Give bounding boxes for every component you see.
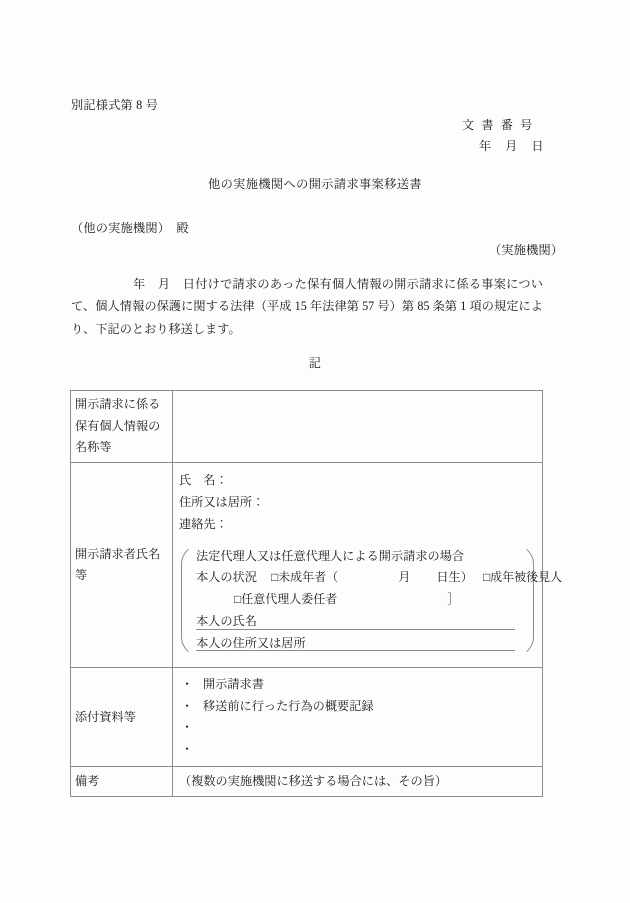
- applicant-field-contact[interactable]: 連絡先：: [179, 516, 228, 531]
- document-date-label: 年月日: [479, 139, 558, 153]
- principal-address-row[interactable]: [196, 633, 515, 655]
- addressee-line: （他の実施機関） 殿: [71, 221, 189, 235]
- applicant-field-name[interactable]: 氏 名：: [179, 472, 228, 487]
- row-label-remarks: 備考: [75, 774, 100, 789]
- bullet-icon: ・: [181, 741, 194, 756]
- remarks-value[interactable]: （複数の実施機関に移送する場合には、その旨）: [179, 774, 448, 789]
- checkbox-voluntary-agent[interactable]: □任意代理人委任者: [234, 592, 338, 607]
- bullet-icon: ・: [181, 677, 194, 692]
- applicant-fields: [179, 467, 542, 535]
- row-value-cell: [173, 462, 563, 668]
- table-row: [71, 462, 543, 668]
- attachment-label: 移送前に行った行為の概要記録: [203, 698, 374, 713]
- row-label-cell: [71, 668, 173, 767]
- row-value-cell: [173, 391, 543, 463]
- document-number-label: 文書番号: [462, 118, 540, 132]
- table-row: [71, 391, 543, 463]
- checkbox-minor[interactable]: □未成年者（: [270, 570, 339, 585]
- principal-name-label: 本人の氏名: [196, 613, 257, 628]
- row-value-cell: [173, 668, 543, 767]
- agent-status-line: [196, 567, 563, 589]
- list-item[interactable]: [179, 717, 542, 739]
- transfer-detail-table: [70, 390, 563, 797]
- minor-birth-day[interactable]: 日生）: [436, 570, 473, 585]
- body-paragraph: 年 月 日付けで請求のあった保有個人情報の開示請求に係る事案について、個人情報の保護に関する法律（平成 15 年法律第 57 号）第 85 条第 1 項の規定により、下記のとおり移送します。: [71, 277, 543, 336]
- agent-voluntary-line: [196, 589, 529, 611]
- ki-marker: 記: [308, 356, 322, 370]
- bullet-icon: ・: [181, 698, 194, 713]
- page-title: 他の実施機関への開示請求事案移送書: [208, 177, 422, 191]
- agent-status-label: 本人の状況: [196, 570, 257, 585]
- principal-address-label: 本人の住所又は居所: [196, 635, 306, 650]
- form-number: 別記様式第 8 号: [71, 98, 159, 112]
- list-item[interactable]: [179, 739, 542, 761]
- row-label-cell: [71, 462, 173, 668]
- list-item[interactable]: [179, 696, 542, 718]
- issuer-line: （実施機関）: [489, 243, 564, 257]
- attachment-label: 開示請求書: [203, 677, 264, 692]
- attachment-list: [179, 672, 542, 762]
- table-row: [71, 767, 543, 797]
- bullet-icon: ・: [181, 720, 194, 735]
- row-label-cell: [71, 767, 173, 797]
- checkbox-adult-ward[interactable]: □成年被後見人: [482, 570, 563, 585]
- agent-box-heading: 法定代理人又は任意代理人による開示請求の場合: [196, 548, 465, 563]
- table-row: [71, 668, 543, 767]
- bracket-close: ］: [447, 592, 460, 607]
- applicant-field-address[interactable]: 住所又は居所：: [179, 494, 265, 509]
- row-label-cell: [71, 391, 173, 463]
- minor-birth-month[interactable]: 月: [398, 570, 411, 585]
- list-item[interactable]: [179, 674, 542, 696]
- row-value-cell: [173, 767, 543, 797]
- row-label-personal-info-name: 開示請求に係る保有個人情報の名称等: [75, 397, 161, 454]
- row-label-attachments: 添付資料等: [75, 709, 136, 724]
- principal-name-row[interactable]: [196, 611, 515, 633]
- agent-request-box: [181, 542, 563, 660]
- row-label-applicant-name: 開示請求者氏名等: [75, 546, 161, 582]
